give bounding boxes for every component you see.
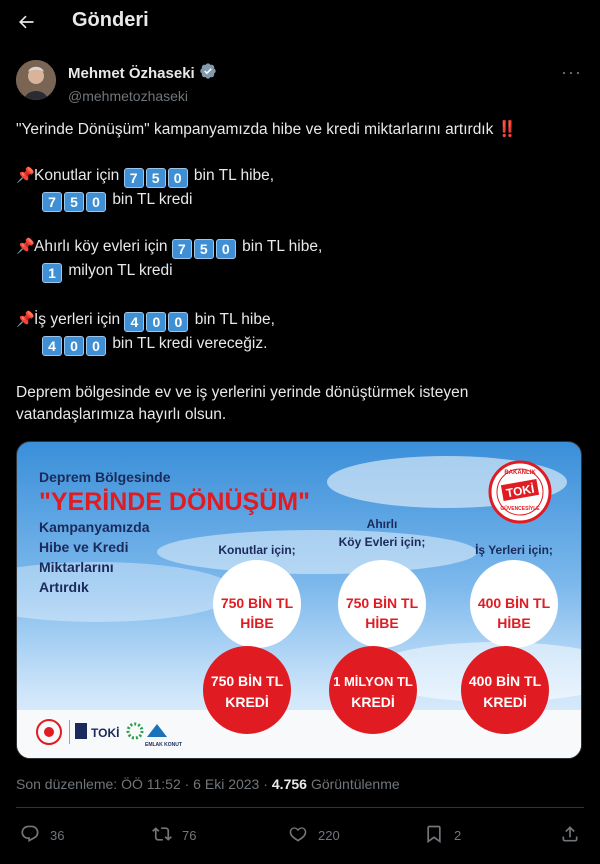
author-name[interactable]: Mehmet Özhaseki — [68, 65, 195, 82]
page-title: Gönderi — [72, 9, 149, 31]
back-arrow-icon[interactable] — [14, 10, 38, 34]
keycap-digit: 7 — [42, 192, 62, 212]
keycap-digit: 7 — [172, 239, 192, 259]
reply-icon — [20, 824, 40, 847]
bookmark-button[interactable] — [424, 824, 461, 847]
keycap-digit: 7 — [124, 168, 144, 188]
top-bar — [0, 0, 600, 44]
svg-text:750 BİN TL: 750 BİN TL — [210, 673, 284, 689]
toki-stamp-logo — [490, 462, 550, 522]
keycap-digit: 5 — [146, 168, 166, 188]
section-label: Ahırlı köy evleri için — [34, 238, 168, 255]
closing-line-1: Deprem bölgesinde ev ve iş yerlerini yerinde dönüştürmek isteyen — [16, 384, 469, 401]
section-suffix: milyon TL kredi — [68, 262, 173, 279]
view-count: 4.756 — [271, 776, 307, 792]
action-bar — [0, 822, 600, 850]
verified-badge-icon — [199, 62, 217, 85]
hibe-badge-2 — [338, 560, 426, 648]
svg-text:HİBE: HİBE — [240, 615, 274, 631]
keycap-digit: 0 — [168, 312, 188, 332]
bookmark-icon — [424, 824, 444, 847]
author-block — [68, 62, 217, 104]
section-3-line-1 — [16, 310, 584, 332]
svg-text:HİBE: HİBE — [497, 615, 531, 631]
svg-text:KREDİ: KREDİ — [351, 694, 395, 710]
reply-count: 36 — [50, 828, 65, 843]
like-button[interactable] — [288, 824, 340, 847]
kredi-badge-1 — [203, 646, 291, 734]
keycap-digit: 0 — [86, 192, 106, 212]
author-handle[interactable]: @mehmetozhaseki — [68, 88, 189, 104]
view-count-label: Görüntülenme — [310, 776, 400, 792]
bookmark-count: 2 — [454, 828, 462, 843]
section-suffix: bin TL kredi vereceğiz. — [112, 335, 268, 352]
keycap-digit: 0 — [64, 336, 84, 356]
svg-text:750 BİN TL: 750 BİN TL — [220, 595, 294, 611]
section-1-line-1 — [16, 166, 584, 188]
svg-text:BAKANLIK: BAKANLIK — [504, 470, 536, 476]
svg-text:TOKİ: TOKİ — [91, 726, 120, 740]
toki-logo — [75, 723, 119, 740]
reply-button[interactable] — [20, 824, 64, 847]
banner-desc-line: Artırdık — [39, 579, 89, 595]
banner-desc-line: Hibe ve Kredi — [39, 539, 129, 555]
repost-button[interactable] — [152, 824, 196, 847]
edited-timestamp[interactable]: Son düzenleme: ÖÖ 11:52 · 6 Eki 2023 · — [16, 776, 268, 792]
banner-kicker: Deprem Bölgesinde — [39, 469, 171, 485]
hibe-badge-1 — [213, 560, 301, 648]
share-icon — [560, 824, 580, 847]
heart-icon — [288, 824, 308, 847]
keycap-digit: 0 — [216, 239, 236, 259]
svg-text:750 BİN TL: 750 BİN TL — [345, 595, 419, 611]
column-title: Ahırlı — [366, 517, 398, 531]
tweet-intro-text: "Yerinde Dönüşüm" kampanyamızda hibe ve kredi miktarlarını artırdık — [16, 121, 494, 138]
keycap-digit: 5 — [194, 239, 214, 259]
tweet-image[interactable] — [16, 441, 582, 759]
campaign-banner — [17, 442, 582, 759]
like-count: 220 — [318, 828, 340, 843]
svg-text:TOKİ: TOKİ — [504, 481, 536, 501]
closing-line-2: vatandaşlarımıza hayırlı olsun. — [16, 406, 227, 423]
keycap-digit: 0 — [146, 312, 166, 332]
section-3-line-2 — [42, 334, 600, 356]
more-options-icon[interactable]: ··· — [561, 62, 582, 82]
tweet-intro — [16, 120, 584, 140]
section-suffix: bin TL hibe, — [194, 311, 275, 328]
keycap-digit: 0 — [168, 168, 188, 188]
section-1-line-2 — [42, 190, 600, 212]
svg-text:KREDİ: KREDİ — [225, 694, 269, 710]
banner-desc-line: Miktarlarını — [39, 559, 114, 575]
column-title: İş Yerleri için; — [475, 543, 553, 557]
section-2-line-2 — [42, 261, 600, 283]
double-exclamation-emoji: ‼️ — [497, 121, 517, 138]
column-title: Konutlar için; — [218, 543, 296, 557]
avatar[interactable] — [16, 60, 56, 100]
svg-text:KREDİ: KREDİ — [483, 694, 527, 710]
hibe-badge-3 — [470, 560, 558, 648]
svg-text:400 BİN TL: 400 BİN TL — [468, 673, 542, 689]
section-label: İş yerleri için — [34, 311, 121, 328]
divider — [16, 807, 584, 808]
keycap-digit: 5 — [64, 192, 84, 212]
section-2-line-1 — [16, 237, 584, 259]
svg-text:GÜVENCESİYLE: GÜVENCESİYLE — [500, 506, 540, 512]
pin-emoji: 📌 — [16, 311, 35, 328]
column-title: Köy Evleri için; — [338, 535, 426, 549]
repost-count: 76 — [182, 828, 197, 843]
share-button[interactable] — [560, 824, 580, 847]
kredi-badge-3 — [461, 646, 549, 734]
pin-emoji: 📌 — [16, 238, 35, 255]
section-label: Konutlar için — [34, 167, 120, 184]
tweet-meta — [16, 776, 400, 792]
banner-desc-line: Kampanyamızda — [39, 519, 150, 535]
svg-text:HİBE: HİBE — [365, 615, 399, 631]
repost-icon — [152, 824, 172, 847]
keycap-digit: 4 — [42, 336, 62, 356]
keycap-digit: 4 — [124, 312, 144, 332]
svg-text:400 BİN TL: 400 BİN TL — [477, 595, 551, 611]
section-suffix: bin TL hibe, — [242, 238, 323, 255]
keycap-digit: 1 — [42, 263, 62, 283]
pin-emoji: 📌 — [16, 167, 35, 184]
svg-text:EMLAK KONUT: EMLAK KONUT — [145, 742, 182, 748]
section-suffix: bin TL kredi — [112, 191, 193, 208]
section-suffix: bin TL hibe, — [193, 167, 275, 184]
kredi-badge-2 — [329, 646, 417, 734]
svg-text:1 MİLYON TL: 1 MİLYON TL — [333, 674, 413, 689]
keycap-digit: 0 — [86, 336, 106, 356]
banner-headline: "YERİNDE DÖNÜŞÜM" — [39, 488, 310, 516]
